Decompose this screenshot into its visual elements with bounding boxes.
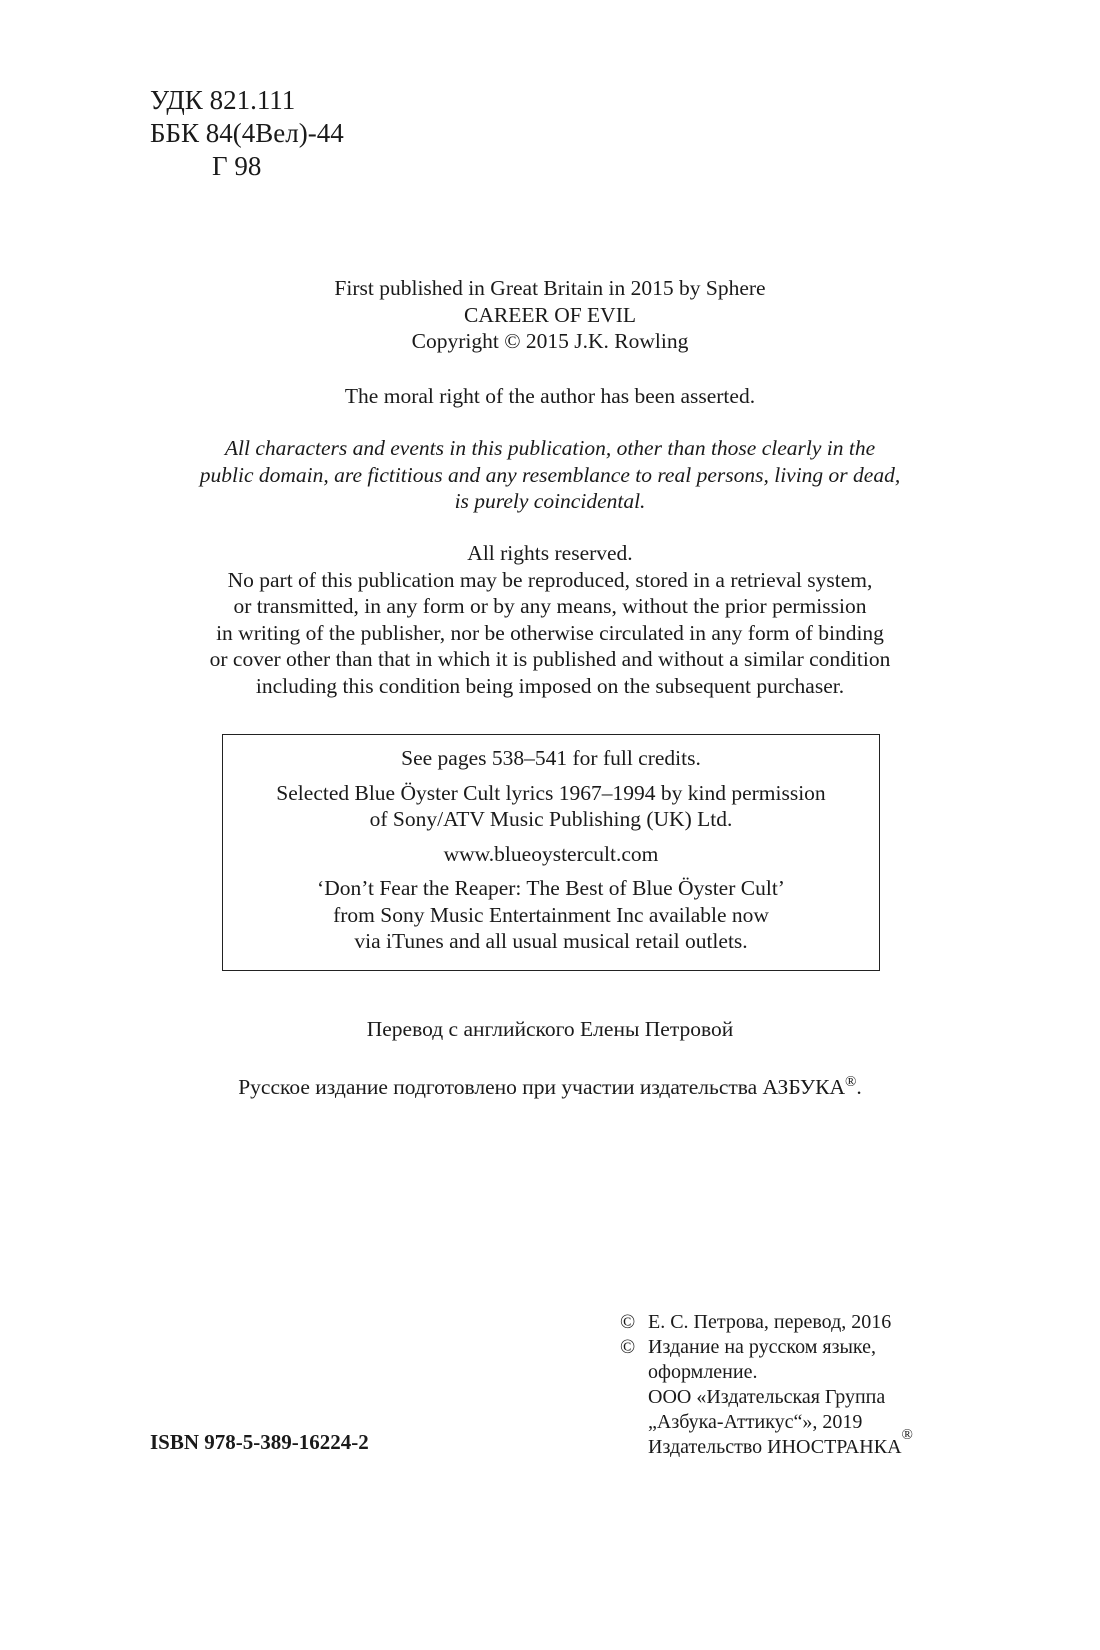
rights-line: in writing of the publisher, nor be otherwise circulated in any form of binding [216,620,884,645]
notice-row [620,1335,913,1360]
registered-mark: ® [845,1074,857,1090]
rights-line: No part of this publication may be reproduced, stored in a retrieval system, [227,567,873,592]
rights-line: including this condition being imposed on the subsequent purchaser. [255,673,845,698]
credits-website: www.blueoystercult.com [443,841,659,866]
copyright-line: Copyright © 2015 J.K. Rowling [411,329,689,353]
notice-continuation: ООО «Издательская Группа [648,1386,886,1408]
credits-album: via iTunes and all usual musical retail outlets. [354,929,748,953]
bbk-code: ББК 84(4Вел)-44 [150,118,344,148]
library-codes [150,84,344,183]
credits-box [222,734,880,971]
russian-edition-note [0,1074,1100,1100]
credits-lyrics: of Sony/ATV Music Publishing (UK) Ltd. [369,807,733,831]
moral-right [0,383,1100,410]
moral-right-text: The moral right of the author has been asserted. [344,384,756,408]
author-mark: Г 98 [212,151,262,181]
rights-line: or transmitted, in any form or by any means, without the prior permission [233,594,867,618]
fiction-line: All characters and events in this publication, other than those clearly in the [224,436,876,460]
publisher-name: Издательство ИНОСТРАНКА [648,1436,902,1458]
copyright-symbol: © [620,1336,636,1358]
udk-code: УДК 821.111 [150,85,296,115]
fiction-notice [0,435,1100,515]
credits-album: from Sony Music Entertainment Inc available now [333,902,769,927]
isbn: ISBN 978-5-389-16224-2 [150,1430,369,1454]
fiction-line: public domain, are fictitious and any resemblance to real persons, living or dead, [199,462,901,487]
registered-mark: ® [901,1427,913,1443]
copyright-symbol: © [620,1311,636,1333]
credits-album: ‘Don’t Fear the Reaper: The Best of Blue Öyster Cult’ [317,876,785,900]
rights-line: or cover other than that in which it is published and without a similar condition [209,647,891,671]
publication-info [0,275,1100,355]
book-title: CAREER OF EVIL [464,302,636,327]
copyright-notices [620,1310,913,1460]
notice-row [620,1310,913,1335]
notice-continuation: оформление. [648,1361,758,1383]
notice-publisher [620,1427,913,1460]
credits-see-pages: See pages 538–541 for full credits. [401,746,701,770]
edition-copyright: Издание на русском языке, [648,1336,876,1358]
russian-edition-end: . [856,1075,862,1099]
notice-continuation: „Азбука-Аттикус“», 2019 [648,1411,863,1433]
translator-credit: Перевод с английского Елены Петровой [366,1017,734,1041]
rights-line: All rights reserved. [467,541,633,565]
russian-edition-text: Русское издание подготовлено при участии издательства АЗБУКА [238,1075,846,1099]
translation-copyright: Е. С. Петрова, перевод, 2016 [648,1311,892,1333]
credits-lyrics: Selected Blue Öyster Cult lyrics 1967–1994 by kind permission [276,780,826,805]
rights-reserved [0,540,1100,699]
first-published: First published in Great Britain in 2015 by Sphere [334,276,766,300]
fiction-line: is purely coincidental. [454,489,646,513]
